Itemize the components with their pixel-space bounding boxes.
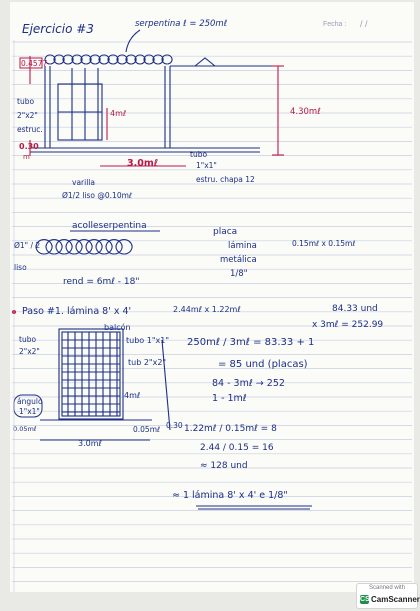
- width-label: 3.0mℓ: [127, 158, 159, 169]
- calc-5: 1.22mℓ / 0.15mℓ = 8: [184, 424, 277, 434]
- tubo-right-2: 1"x1": [196, 161, 217, 170]
- fecha-value: / /: [360, 19, 368, 29]
- placa-size: 0.15mℓ x 0.15mℓ: [292, 239, 356, 248]
- tubo-r1: tubo 1"x1": [126, 336, 169, 345]
- total-height: 4.30mℓ: [290, 107, 321, 117]
- paso-dims: 2.44mℓ x 1.22mℓ: [173, 305, 241, 314]
- paso-heading: Paso #1. lámina 8' x 4': [22, 306, 132, 317]
- balcon-label: balcón: [104, 323, 131, 332]
- placa-2: lámina: [228, 241, 257, 251]
- balcon-height: 4mℓ: [124, 391, 141, 400]
- tubo-right-1: tubo: [190, 150, 208, 159]
- calc-6: 2.44 / 0.15 = 16: [200, 443, 274, 453]
- tubo-l-1: tubo: [19, 335, 37, 344]
- angulo-2: 1"x1": [19, 407, 40, 416]
- placa-1: placa: [213, 227, 238, 237]
- base-unit: m: [23, 153, 30, 161]
- bottom-width: 3.0mℓ: [78, 439, 102, 448]
- base-dim: 0.30: [19, 142, 39, 151]
- tubo-left-3: estruc.: [17, 125, 43, 134]
- camscanner-badge: [356, 583, 418, 609]
- calc-2: = 85 und (placas): [218, 359, 308, 370]
- inner-height: 4mℓ: [110, 109, 127, 118]
- calc-3: 84 - 3mℓ → 252: [212, 378, 285, 389]
- top-right-b: x 3mℓ = 252.99: [312, 320, 384, 330]
- coil-phi: Ø1" / 2: [14, 241, 41, 250]
- varilla-1: varilla: [72, 178, 95, 187]
- fecha-label: Fecha :: [323, 21, 347, 28]
- paper-sheet: [10, 2, 414, 592]
- top-right-a: 84.33 und: [332, 304, 378, 314]
- badge-top-text: Scanned with: [368, 585, 406, 591]
- angulo-1: ángulo: [17, 397, 43, 406]
- calc-8: ≈ 1 lámina 8' x 4' e 1/8": [172, 490, 288, 501]
- coil-rend: rend = 6mℓ - 18": [63, 277, 140, 287]
- top-dim: 0.4577: [21, 59, 48, 68]
- calc-4: 1 - 1mℓ: [212, 393, 247, 404]
- tubo-r2: tub 2"x2": [128, 358, 167, 367]
- right-dim: 0.05mℓ: [133, 425, 161, 434]
- exercise-title: Ejercicio #3: [22, 22, 94, 36]
- badge-brand: CamScanner: [371, 595, 420, 604]
- right-h: 0.30: [166, 421, 183, 430]
- placa-3: metálica: [220, 255, 257, 265]
- tubo-left-2: 2"x2": [17, 111, 38, 120]
- coil-liso: liso: [14, 263, 27, 272]
- placa-4: 1/8": [230, 269, 248, 279]
- estru-label: estru. chapa 12: [196, 175, 255, 184]
- serpentina-label: serpentina ℓ = 250mℓ: [135, 19, 228, 29]
- tubo-left-1: tubo: [17, 97, 35, 106]
- varilla-2: Ø1/2 liso @0.10mℓ: [62, 191, 133, 200]
- left-dim: 0.05mℓ: [13, 425, 37, 433]
- coil-title: acolleserpentina: [72, 221, 147, 231]
- calc-7: ≈ 128 und: [200, 461, 248, 471]
- calc-1: 250mℓ / 3mℓ = 83.33 + 1: [187, 337, 315, 348]
- camscanner-logo-icon: CS: [360, 596, 370, 603]
- tubo-l-2: 2"x2": [19, 347, 40, 356]
